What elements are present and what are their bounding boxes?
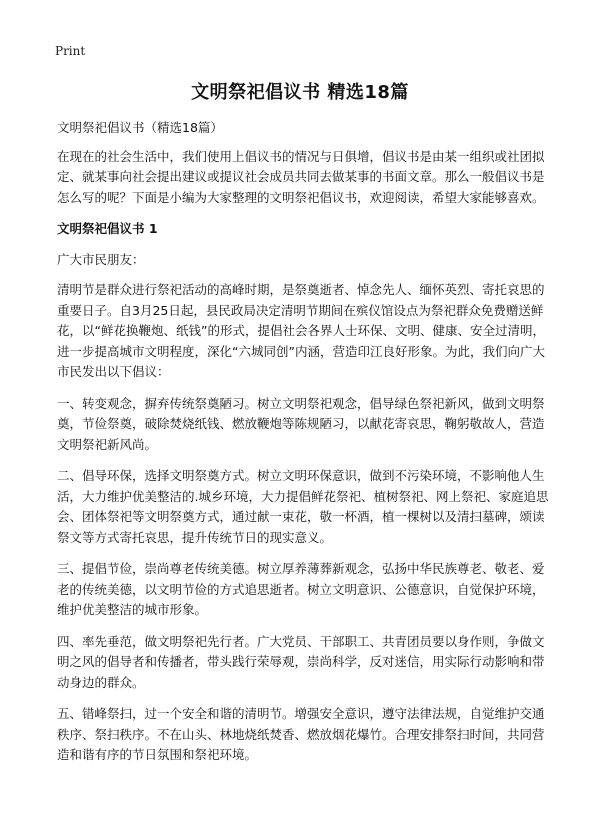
section-heading: 文明祭祀倡议书 1 bbox=[57, 221, 158, 236]
body-paragraph: 五、错峰祭扫，过一个安全和谐的清明节。增强安全意识，遵守法律法规，自觉维护交通秩序、祭扫秩序。不在山头、林地烧纸焚香、燃放烟花爆竹。合理安排祭扫时间，共同营造和谐有序的节日氛围和祭祀环境。 bbox=[57, 706, 545, 762]
body-paragraph: 二、倡导环保，选择文明祭奠方式。树立文明环保意识，做到不污染环境，不影响他人生活，大力维护优美整洁的.城乡环境，大力提倡鲜花祭祀、植树祭祀、网上祭祀、家庭追思会、团体祭祀等文明祭奠方式，通过献一束花，敬一杯酒，植一棵树以及清扫墓碑，颂读祭文等方式寄托哀思，提升传统节日的现实意义。 bbox=[57, 468, 549, 545]
greeting: 广大市民朋友： bbox=[57, 251, 145, 267]
document-subtitle: 文明祭祀倡议书（精选18篇） bbox=[57, 120, 223, 135]
document-body bbox=[57, 118, 551, 777]
intro-paragraph: 在现在的社会生活中，我们使用上倡议书的情况与日俱增，倡议书是由某一组织或社团拟定、就某事向社会提出建议或提议社会成员共同去做某事的书面文章。那么一般倡议书是怎么写的呢？下面是小编为大家整理的文明祭祀倡议书，欢迎阅读，希望大家能够喜欢。 bbox=[57, 148, 545, 205]
body-paragraph: 四、率先垂范，做文明祭祀先行者。广大党员、干部职工、共青团员要以身作则，争做文明之风的倡导者和传播者，带头践行荣辱观，崇尚科学，反对迷信，用实际行动影响和带动身边的群众。 bbox=[57, 633, 545, 690]
body-paragraph: 一、转变观念，摒弃传统祭奠陋习。树立文明祭祀观念，倡导绿色祭祀新风，做到文明祭奠，节俭祭奠，破除焚烧纸钱、燃放鞭炮等陈规陋习，以献花寄哀思，鞠躬敬故人，营造文明祭祀新风尚。 bbox=[57, 395, 545, 452]
body-paragraph: 清明节是群众进行祭祀活动的高峰时期，是祭奠逝者、悼念先人、缅怀英烈、寄托哀思的重要日子。自3月25日起，县民政局决定清明节期间在殡仪馆设点为祭祀群众免费赠送鲜花，以“鲜花换鞭炮、纸钱”的形式，提倡社会各界人士环保、文明、健康、安全过清明，进一步提高城市文明程度，深化“六城同创”内涵，营造印江良好形象。为此，我们向广大市民发出以下倡议： bbox=[57, 282, 545, 379]
print-link[interactable]: Print bbox=[55, 44, 86, 58]
page-title: 文明祭祀倡议书 精选18篇 bbox=[191, 82, 409, 103]
body-paragraph: 三、提倡节俭，崇尚尊老传统美德。树立厚养薄葬新观念，弘扬中华民族尊老、敬老、爱老的传统美德，以文明节俭的方式追思逝者。树立文明意识、公德意识，自觉保护环境，维护优美整洁的城市形象。 bbox=[57, 561, 545, 617]
